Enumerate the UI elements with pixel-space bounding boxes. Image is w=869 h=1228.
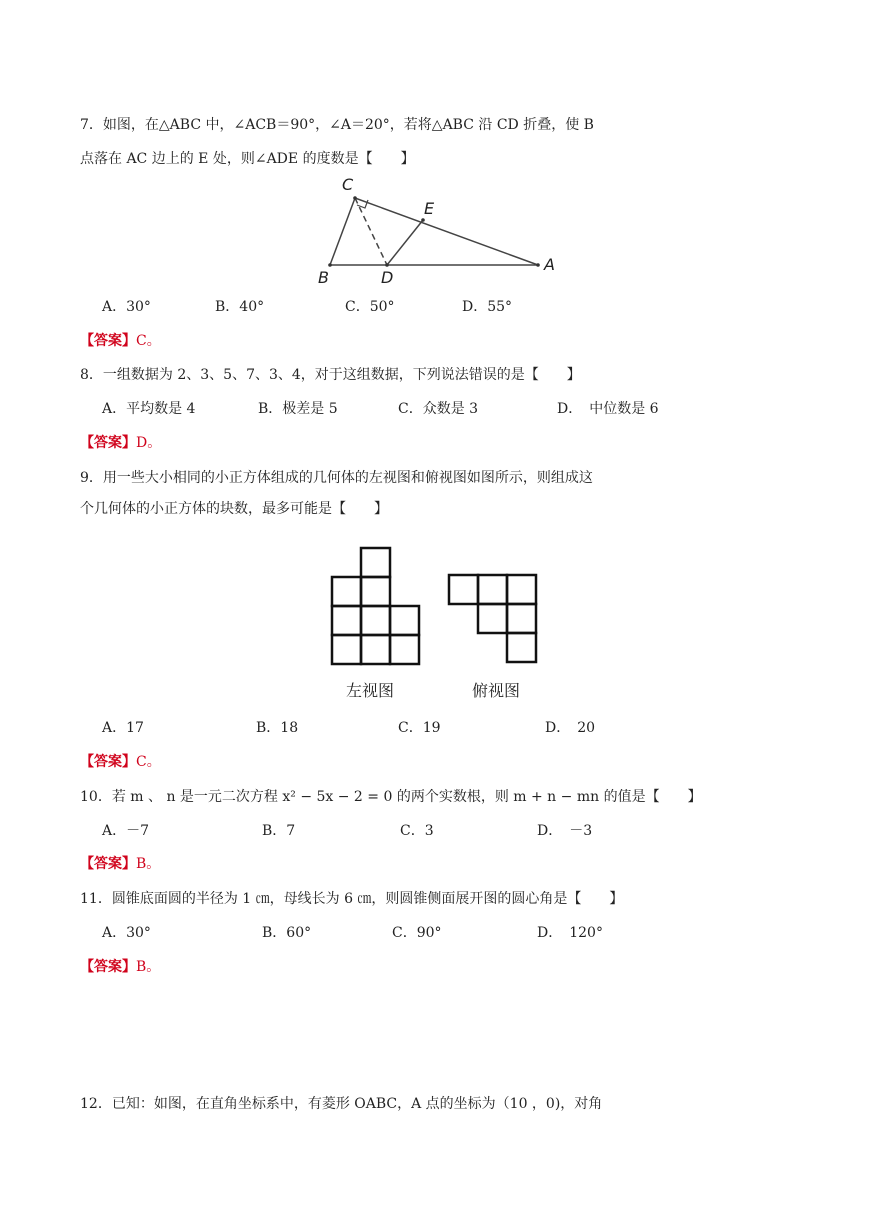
q11-answer xyxy=(80,956,160,976)
answer-value: C。 xyxy=(136,754,161,770)
q7-triangle-figure xyxy=(310,170,570,290)
q11-line1: 11．圆锥底面圆的半径为 1 ㎝，母线长为 6 ㎝，则圆锥侧面展开图的圆心角是【 】 xyxy=(80,891,624,907)
left-view-label: 左视图 xyxy=(346,681,395,700)
answer-value: C。 xyxy=(136,333,161,349)
q8-line1: 8．一组数据为 2、3、5、7、3、4，对于这组数据，下列说法错误的是【 】 xyxy=(80,367,581,383)
answer-tag: 【答案】 xyxy=(80,754,136,770)
answer-tag: 【答案】 xyxy=(80,333,136,349)
q7-answer xyxy=(80,330,161,350)
q10-option-c: C．3 xyxy=(400,823,434,839)
q8-option-c: C．众数是 3 xyxy=(398,401,479,417)
q11-option-b: B．60° xyxy=(262,925,312,941)
answer-tag: 【答案】 xyxy=(80,959,136,975)
q9-line1: 9．用一些大小相同的小正方体组成的几何体的左视图和俯视图如图所示，则组成这 xyxy=(80,470,593,486)
answer-value: B。 xyxy=(136,856,161,872)
q7-option-b: B．40° xyxy=(215,299,265,315)
q11-option-d: D． 120° xyxy=(537,925,603,941)
q9-option-b: B．18 xyxy=(256,720,299,736)
q8-option-d: D． 中位数是 6 xyxy=(557,401,659,417)
q9-option-d: D． 20 xyxy=(545,720,596,736)
answer-tag: 【答案】 xyxy=(80,435,136,451)
q9-views-figure xyxy=(325,540,545,670)
q10-option-b: B．7 xyxy=(262,823,296,839)
label-d: D xyxy=(381,268,394,287)
q8-option-a: A．平均数是 4 xyxy=(102,401,196,417)
label-a: A xyxy=(544,255,555,274)
q11-option-c: C．90° xyxy=(392,925,442,941)
label-e: E xyxy=(424,199,435,218)
q9-option-c: C．19 xyxy=(398,720,441,736)
label-b: B xyxy=(318,268,329,287)
q9-answer xyxy=(80,751,161,771)
segment-de xyxy=(387,220,423,265)
top-view-label: 俯视图 xyxy=(472,681,521,700)
q10-option-d: D． －3 xyxy=(537,823,593,839)
answer-value: D。 xyxy=(136,435,162,451)
label-c: C xyxy=(342,175,354,194)
q7-line2: 点落在 AC 边上的 E 处，则∠ADE 的度数是【 】 xyxy=(80,151,415,167)
segment-cb xyxy=(330,198,355,265)
q11-option-a: A．30° xyxy=(102,925,151,941)
answer-value: B。 xyxy=(136,959,161,975)
q10-answer xyxy=(80,853,160,873)
top-view-grid xyxy=(449,575,536,662)
q12-line1: 12．已知：如图，在直角坐标系中，有菱形 OABC，A 点的坐标为（10 ，0)，对角 xyxy=(80,1096,603,1112)
q9-line2: 个几何体的小正方体的块数，最多可能是【 】 xyxy=(80,501,388,517)
q7-line1: 7．如图，在△ABC 中，∠ACB＝90°，∠A＝20°，若将△ABC 沿 CD 折叠，使 B xyxy=(80,117,594,133)
q7-option-a: A．30° xyxy=(102,299,151,315)
q8-answer xyxy=(80,432,161,452)
q8-option-b: B．极差是 5 xyxy=(258,401,338,417)
q7-option-d: D．55° xyxy=(462,299,513,315)
answer-tag: 【答案】 xyxy=(80,856,136,872)
left-view-grid xyxy=(332,548,419,664)
q10-option-a: A．－7 xyxy=(102,823,150,839)
q7-option-c: C．50° xyxy=(345,299,395,315)
q10-line1: 10．若 m 、 n 是一元二次方程 x² − 5x − 2 = 0 的两个实数根，则 m + n − mn 的值是【 】 xyxy=(80,789,702,805)
q9-option-a: A．17 xyxy=(102,720,144,736)
